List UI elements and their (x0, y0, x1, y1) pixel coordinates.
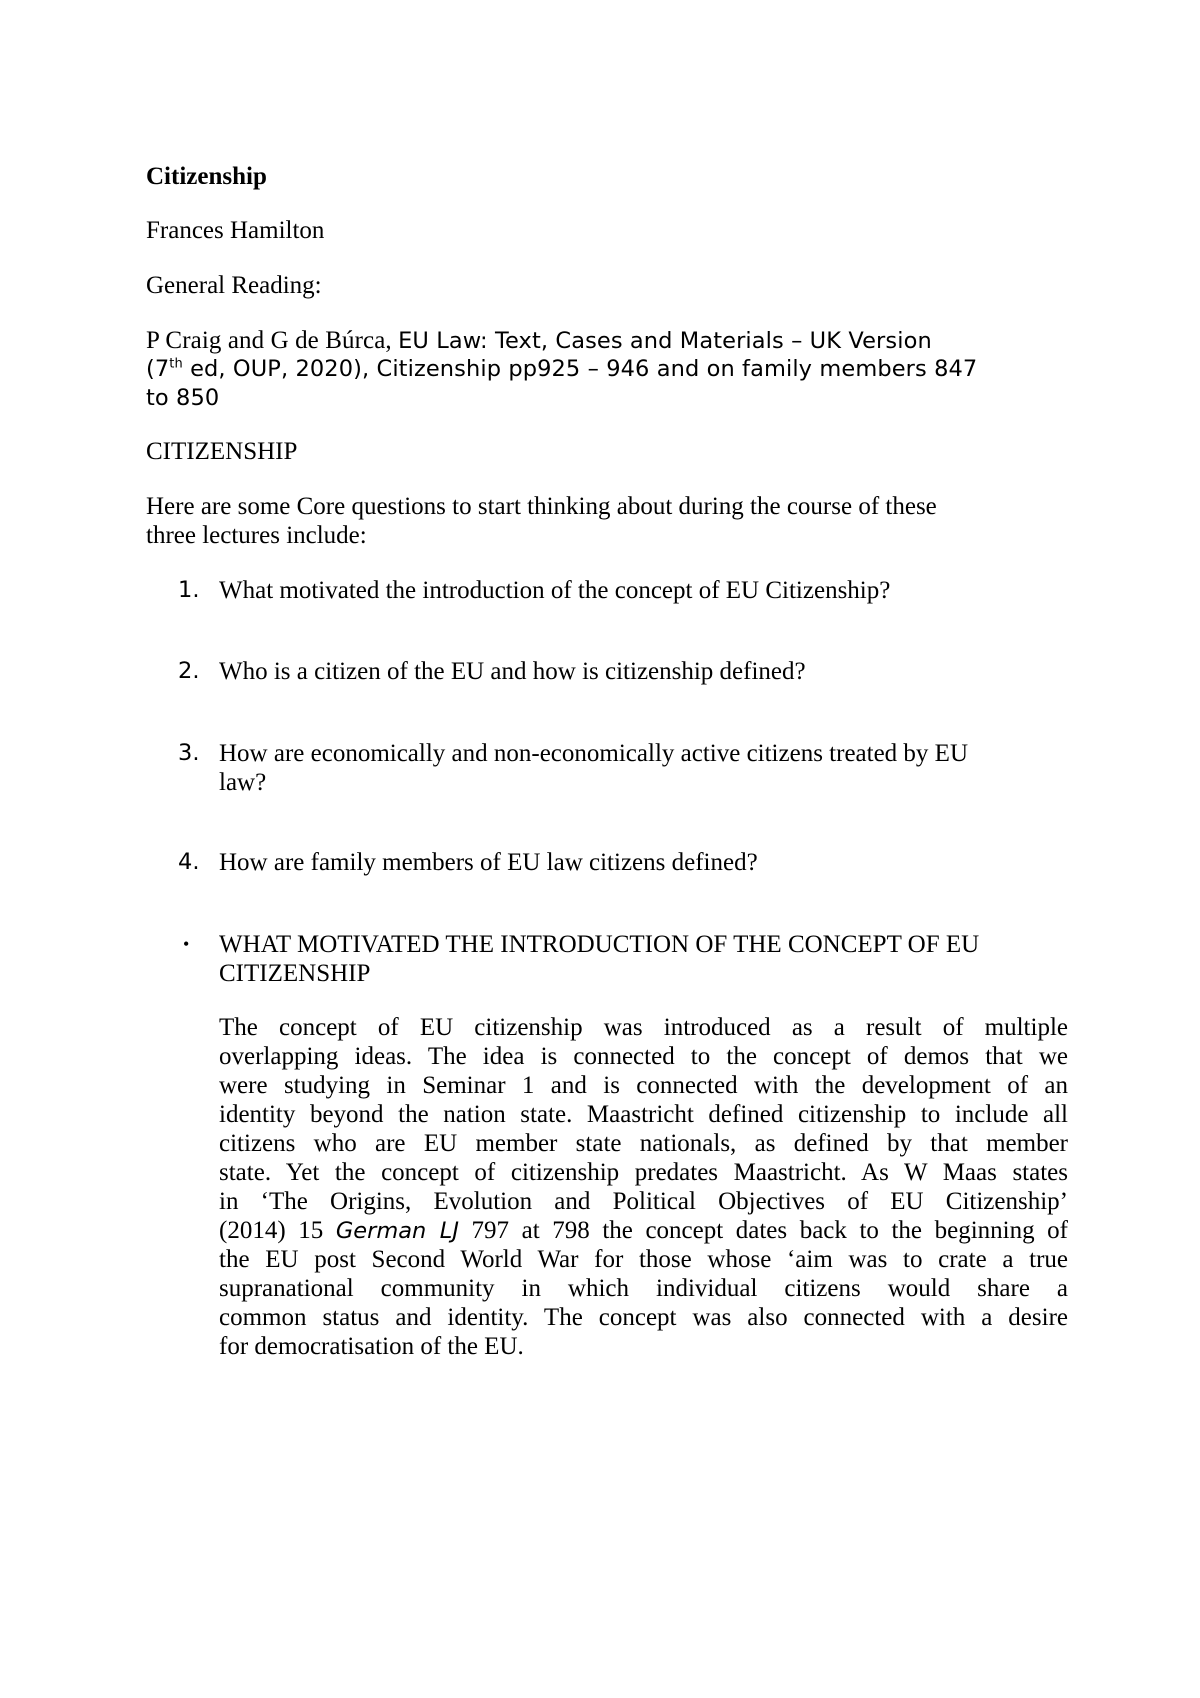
question-text: What motivated the introduction of the concept of EU Citizenship? (219, 577, 891, 604)
paragraph-line: The concept of EU citizenship was introduced as a result of multiple (219, 1014, 1068, 1041)
reference-edition-open: (7 (146, 356, 170, 382)
question-text: How are economically and non-economically active citizens treated by EU (219, 740, 968, 767)
paragraph-line: citizens who are EU member state nationals, as defined by that member (219, 1130, 1068, 1157)
question-number: 1. (178, 577, 200, 603)
author-name: Frances Hamilton (146, 217, 325, 244)
paragraph-line: common status and identity. The concept was also connected with a desire (219, 1304, 1068, 1331)
paragraph-line: state. Yet the concept of citizenship predates Maastricht. As W Maas states (219, 1159, 1068, 1186)
citation-journal: German LJ (335, 1218, 459, 1244)
section-heading: CITIZENSHIP (146, 438, 298, 465)
intro-line-2: three lectures include: (146, 522, 367, 549)
paragraph-line: for democratisation of the EU. (219, 1333, 524, 1360)
paragraph-line: were studying in Seminar 1 and is connected with the development of an (219, 1072, 1068, 1099)
paragraph-line: the EU post Second World War for those whose ‘aim was to crate a true (219, 1246, 1068, 1273)
intro-line-1: Here are some Core questions to start thinking about during the course of these (146, 493, 937, 520)
reference-edition-rest: ed, OUP, 2020), Citizenship pp925 – 946 and on family members 847 (182, 356, 978, 382)
reading-label: General Reading: (146, 272, 322, 299)
question-number: 4. (178, 849, 200, 875)
question-text-continued: law? (219, 769, 267, 796)
question-text: How are family members of EU law citizens defined? (219, 849, 758, 876)
citation-line (219, 1215, 1068, 1247)
reference-line-2 (146, 354, 977, 385)
question-number: 3. (178, 740, 200, 766)
document-title: Citizenship (146, 163, 267, 190)
question-text: Who is a citizen of the EU and how is citizenship defined? (219, 658, 806, 685)
paragraph-line: identity beyond the nation state. Maastricht defined citizenship to include all (219, 1101, 1068, 1128)
reference-line-3: to 850 (146, 385, 220, 411)
bullet-icon: • (183, 934, 190, 954)
reference-edition-sup: th (169, 356, 183, 372)
citation-after: 797 at 798 the concept dates back to the beginning of (458, 1217, 1068, 1244)
paragraph-line: overlapping ideas. The idea is connected to the concept of demos that we (219, 1043, 1068, 1070)
citation-before: (2014) 15 (219, 1217, 336, 1244)
reference-book-title: EU Law: Text, Cases and Materials – UK Version (398, 328, 932, 354)
reference-line-1 (146, 325, 932, 357)
bullet-heading-line-2: CITIZENSHIP (219, 960, 371, 987)
paragraph-line: supranational community in which individual citizens would share a (219, 1275, 1068, 1302)
bullet-heading-line-1: WHAT MOTIVATED THE INTRODUCTION OF THE CONCEPT OF EU (219, 931, 980, 958)
question-number: 2. (178, 658, 200, 684)
paragraph-line: in ‘The Origins, Evolution and Political Objectives of EU Citizenship’ (219, 1188, 1068, 1215)
reference-authors: P Craig and G de Búrca, (146, 327, 399, 354)
